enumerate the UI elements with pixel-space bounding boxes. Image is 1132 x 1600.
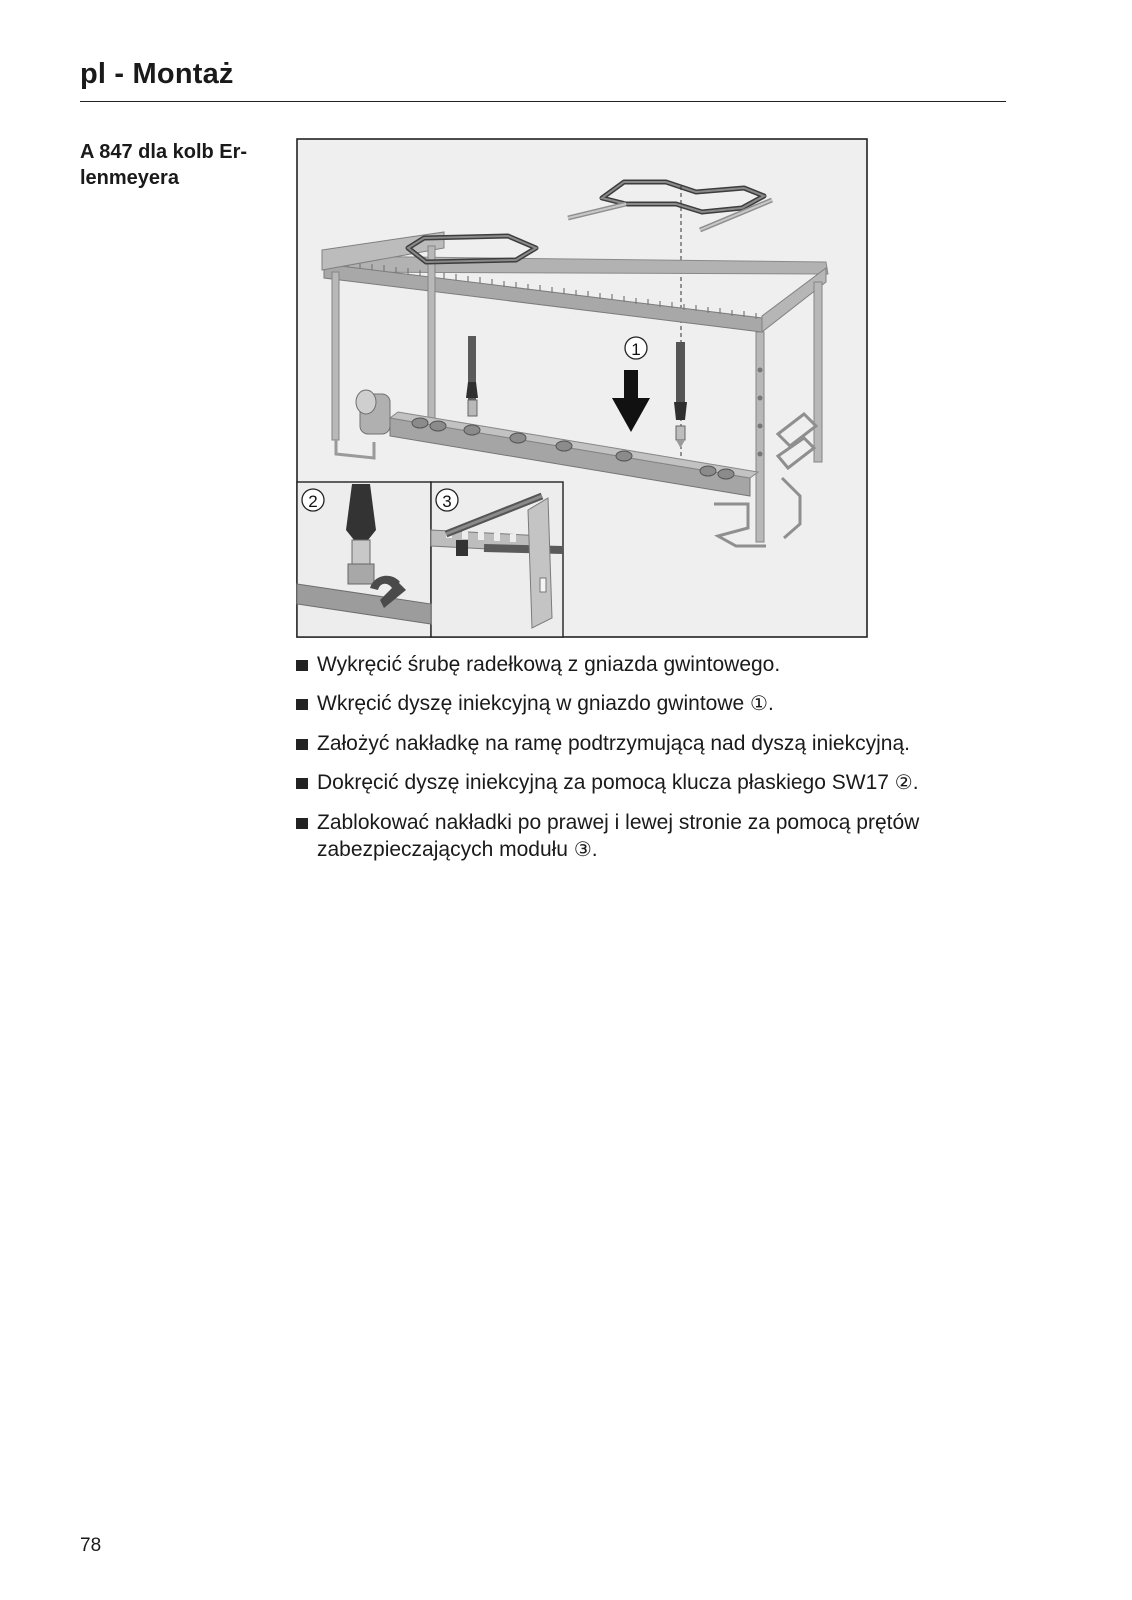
instruction-step xyxy=(296,651,1016,678)
callout-ref: ② xyxy=(894,772,913,794)
instruction-text: Dokręcić dyszę iniekcyjną za pomocą klucza płaskiego SW17 ②. xyxy=(317,771,919,794)
callout-ref: ① xyxy=(750,693,768,715)
assembly-illustration xyxy=(296,138,868,638)
section-title-line-1: A 847 dla kolb Er- xyxy=(80,141,248,163)
instruction-text: Wkręcić dyszę iniekcyjną w gniazdo gwintowe ①. xyxy=(317,692,774,715)
instruction-step xyxy=(296,769,1016,797)
bullet-square-icon xyxy=(296,699,308,710)
bullet-square-icon xyxy=(296,739,308,750)
instruction-step xyxy=(296,809,1016,864)
bullet-square-icon xyxy=(296,778,308,789)
instruction-text: Wykręcić śrubę radełkową z gniazda gwintowego. xyxy=(317,653,781,676)
svg-text:1: 1 xyxy=(631,340,641,359)
callout-1 xyxy=(625,337,647,359)
callout-ref: ③ xyxy=(573,839,592,861)
instruction-text: Założyć nakładkę na ramę podtrzymującą nad dyszą iniekcyjną. xyxy=(317,732,910,755)
svg-text:3: 3 xyxy=(442,492,452,511)
header-divider xyxy=(80,101,1006,102)
section-title-line-2: lenmeyera xyxy=(80,167,179,189)
page-title: pl - Montaż xyxy=(80,58,234,90)
bullet-square-icon xyxy=(296,660,308,671)
instruction-list xyxy=(296,651,1016,876)
callout-2 xyxy=(302,489,324,511)
section-title xyxy=(80,139,280,191)
callout-3 xyxy=(436,489,458,511)
instruction-step xyxy=(296,730,1016,757)
page-number: 78 xyxy=(80,1535,102,1556)
bullet-square-icon xyxy=(296,818,308,829)
svg-text:2: 2 xyxy=(308,492,318,511)
instruction-text: Zablokować nakładki po prawej i lewej stronie za pomocą prętów zabezpieczających modułu ③. xyxy=(317,811,920,861)
instruction-step xyxy=(296,690,1016,718)
